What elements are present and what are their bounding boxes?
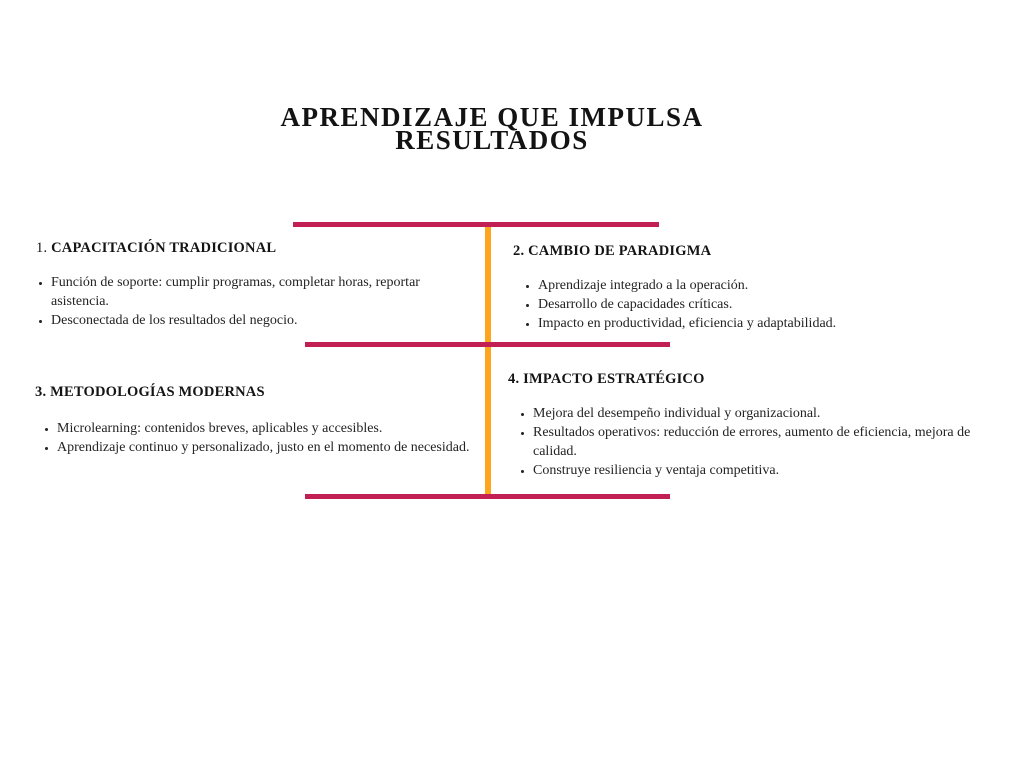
slide-title-line2: RESULTADOS [395, 125, 589, 155]
section-metodologias-modernas [35, 384, 495, 458]
section-heading-text: IMPACTO ESTRATÉGICO [523, 371, 705, 387]
section-number: 3. [35, 384, 47, 400]
section-cambio-de-paradigma [513, 243, 983, 334]
bullet-item: • Impacto en productividad, eficiencia y adaptabilidad. [538, 315, 983, 334]
bullet-item: • Aprendizaje continuo y personalizado, justo en el momento de necesidad. [57, 439, 495, 458]
slide-title [0, 102, 984, 155]
section-bullet-list [35, 420, 495, 458]
section-heading [508, 371, 1008, 388]
section-bullet-list [36, 274, 456, 330]
divider-line-middle [305, 342, 670, 347]
section-heading [513, 243, 983, 260]
section-heading-text: CAMBIO DE PARADIGMA [528, 243, 712, 259]
bullet-item: • Mejora del desempeño individual y organizacional. [533, 405, 1008, 424]
section-capacitacion-tradicional [36, 240, 456, 331]
section-heading [35, 384, 495, 401]
section-number: 2. [513, 243, 525, 259]
section-heading [36, 240, 456, 257]
bullet-item: • Desconectada de los resultados del negocio. [51, 312, 456, 331]
section-impacto-estrategico [508, 371, 1008, 481]
bullet-item: • Microlearning: contenidos breves, aplicables y accesibles. [57, 420, 495, 439]
section-bullet-list [513, 277, 983, 334]
section-heading-text: CAPACITACIÓN TRADICIONAL [51, 240, 277, 256]
bullet-item: • Función de soporte: cumplir programas, completar horas, reportar asistencia. [51, 274, 456, 311]
bullet-item: • Construye resiliencia y ventaja competitiva. [533, 462, 1008, 481]
divider-line-bottom [305, 494, 670, 499]
section-number: 4. [508, 371, 520, 387]
bullet-item: • Desarrollo de capacidades críticas. [538, 296, 983, 315]
section-bullet-list [508, 405, 1008, 480]
bullet-item: • Resultados operativos: reducción de errores, aumento de eficiencia, mejora de calidad. [533, 424, 1008, 461]
section-heading-text: METODOLOGÍAS MODERNAS [50, 384, 265, 400]
divider-line-top [293, 222, 659, 227]
vertical-axis-line [485, 225, 491, 497]
section-number: 1. [36, 240, 48, 256]
slide-title-line1: APRENDIZAJE QUE IMPULSA [280, 102, 704, 132]
bullet-item: • Aprendizaje integrado a la operación. [538, 277, 983, 296]
